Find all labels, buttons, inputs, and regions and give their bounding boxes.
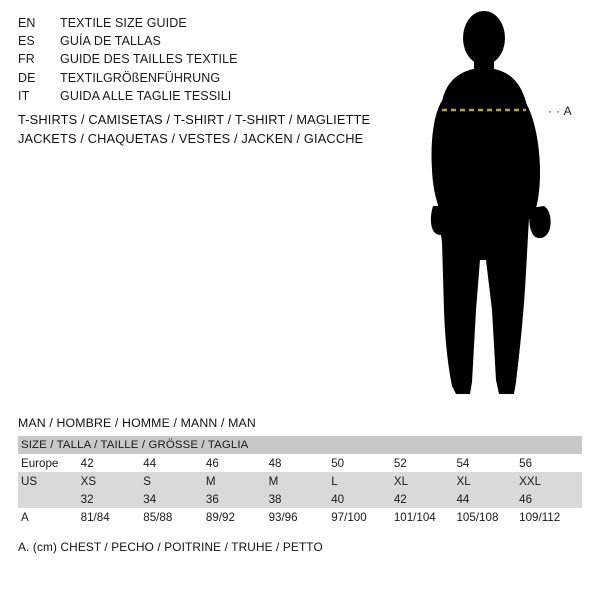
- language-title: GUIDA ALLE TAGLIE TESSILI: [60, 88, 232, 103]
- garment-line-jackets: JACKETS / CHAQUETAS / VESTES / JACKEN / GIACCHE: [18, 131, 364, 146]
- row-label: [18, 490, 81, 508]
- table-cell: 36: [205, 492, 219, 506]
- table-cell: M: [205, 474, 216, 488]
- table-cell: 34: [143, 492, 157, 506]
- garment-type-block: [18, 110, 438, 148]
- table-cell: 50: [331, 456, 345, 470]
- language-row: [18, 14, 368, 32]
- language-row: [18, 32, 368, 50]
- table-title: MAN / HOMBRE / HOMME / MANN / MAN: [18, 416, 256, 430]
- language-code: FR: [18, 52, 35, 67]
- callout-dots: · ·: [548, 104, 561, 118]
- language-code: EN: [18, 16, 36, 30]
- table-row: [18, 508, 582, 526]
- language-title: GUÍA DE TALLAS: [60, 34, 161, 49]
- table-cell: M: [268, 474, 279, 488]
- table-row: [18, 490, 582, 508]
- table-cell: 93/96: [268, 510, 298, 524]
- table-header-label: SIZE / TALLA / TAILLE / GRÖSSE / TAGLIA: [21, 439, 249, 451]
- table-cell: 44: [456, 492, 470, 506]
- table-cell: 42: [80, 456, 94, 470]
- table-cell: 56: [519, 456, 533, 470]
- row-label: US: [21, 474, 38, 488]
- table-cell: XS: [80, 474, 97, 488]
- table-cell: XL: [393, 474, 409, 488]
- language-code: IT: [18, 88, 30, 103]
- row-label: Europe: [21, 456, 59, 470]
- garment-line-tshirts: T-SHIRTS / CAMISETAS / T-SHIRT / T-SHIRT / MAGLIETTE: [18, 112, 371, 127]
- row-label: A: [21, 510, 29, 524]
- table-cell: 44: [143, 456, 157, 470]
- language-row: [18, 50, 368, 68]
- table-cell: 46: [205, 456, 219, 470]
- table-cell: 42: [393, 492, 407, 506]
- size-table: [18, 436, 582, 526]
- language-row: [18, 87, 368, 105]
- table-cell: 85/88: [143, 510, 173, 524]
- table-cell: 52: [393, 456, 407, 470]
- size-table-area: [18, 416, 582, 554]
- table-row: [18, 472, 582, 490]
- silhouette-icon: [400, 10, 600, 410]
- table-cell: 97/100: [331, 510, 367, 524]
- table-row: [18, 454, 582, 472]
- callout-letter: A: [563, 104, 573, 118]
- table-cell: 48: [268, 456, 282, 470]
- language-row: [18, 69, 368, 87]
- table-header-row: [18, 436, 582, 454]
- table-cell: 101/104: [393, 510, 436, 524]
- male-silhouette-figure: [400, 10, 600, 410]
- language-code: DE: [18, 70, 36, 85]
- language-title: TEXTILE SIZE GUIDE: [60, 16, 187, 30]
- language-title: GUIDE DES TAILLES TEXTILE: [60, 52, 238, 67]
- table-cell: 32: [80, 492, 94, 506]
- table-cell: XL: [456, 474, 471, 488]
- table-cell: 38: [268, 492, 282, 506]
- table-cell: 105/108: [456, 510, 499, 524]
- table-cell: 46: [519, 492, 533, 506]
- language-title: TEXTILGRÖßENFÜHRUNG: [60, 70, 221, 85]
- language-code: ES: [18, 34, 35, 49]
- table-cell: L: [331, 474, 338, 488]
- table-cell: S: [143, 474, 152, 488]
- table-cell: 89/92: [205, 510, 235, 524]
- table-cell: 54: [456, 456, 470, 470]
- table-cell: XXL: [519, 474, 542, 488]
- table-cell: 109/112: [519, 510, 561, 524]
- table-cell: 40: [331, 492, 345, 506]
- language-header-block: [18, 14, 368, 105]
- table-cell: 81/84: [80, 510, 110, 524]
- table-footnote: A. (cm) CHEST / PECHO / POITRINE / TRUHE / PETTO: [18, 540, 323, 554]
- chest-measure-callout: [548, 104, 572, 118]
